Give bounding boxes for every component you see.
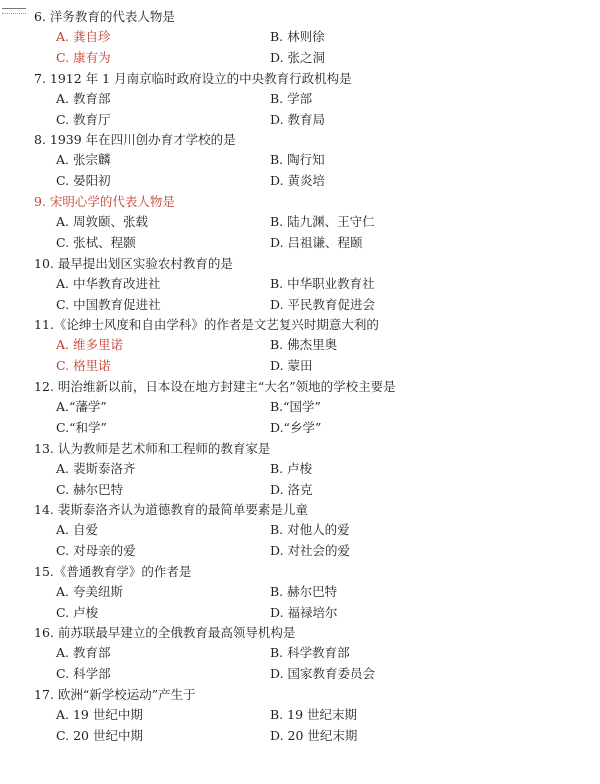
- option-c: C. 教育厅: [56, 112, 111, 127]
- option-c: C.“和学”: [56, 420, 107, 435]
- option-d: D. 平民教育促进会: [270, 297, 376, 312]
- option-a: A. 裴斯泰洛齐: [56, 461, 136, 476]
- option-b: B. 林则徐: [270, 29, 325, 44]
- option-a: A. 中华教育改进社: [56, 276, 161, 291]
- option-b: B. 中华职业教育社: [270, 276, 375, 291]
- option-a: A. 维多里诺: [56, 337, 123, 352]
- question-9: [0, 193, 600, 253]
- question-12: [0, 378, 600, 438]
- option-a: A. 龚自珍: [56, 29, 111, 44]
- option-b: B. 学部: [270, 91, 313, 106]
- question-stem: 9. 宋明心学的代表人物是: [34, 194, 175, 209]
- question-8: [0, 131, 600, 191]
- option-c: C. 张栻、程颢: [56, 235, 136, 250]
- question-stem: 15.《普通教育学》的作者是: [34, 564, 192, 579]
- question-10: [0, 255, 600, 315]
- question-7: [0, 70, 600, 130]
- option-d: D. 吕祖谦、程颐: [270, 235, 363, 250]
- option-d: D. 张之洞: [270, 50, 326, 65]
- option-a: A. 教育部: [56, 91, 111, 106]
- question-stem: 13. 认为教师是艺术师和工程师的教育家是: [34, 441, 271, 456]
- question-13: [0, 440, 600, 500]
- question-16: [0, 624, 600, 684]
- option-c: C. 科学部: [56, 666, 111, 681]
- question-stem: 10. 最早提出划区实验农村教育的是: [34, 256, 233, 271]
- option-b: B. 科学教育部: [270, 645, 350, 660]
- option-c: C. 中国教育促进社: [56, 297, 161, 312]
- option-d: D. 国家教育委员会: [270, 666, 376, 681]
- option-d: D. 教育局: [270, 112, 326, 127]
- option-a: A. 教育部: [56, 645, 111, 660]
- question-stem: 7. 1912 年 1 月南京临时政府设立的中央教育行政机构是: [34, 71, 352, 86]
- option-b: B. 陆九渊、王守仁: [270, 214, 375, 229]
- option-d: D. 蒙田: [270, 358, 313, 373]
- option-b: B. 陶行知: [270, 152, 325, 167]
- option-a: A. 19 世纪中期: [56, 707, 143, 722]
- option-c: C. 对母亲的爱: [56, 543, 136, 558]
- question-14: [0, 501, 600, 561]
- option-b: B. 19 世纪末期: [270, 707, 358, 722]
- option-c: C. 20 世纪中期: [56, 728, 143, 743]
- option-c: C. 晏阳初: [56, 173, 111, 188]
- option-a: A. 周敦颐、张载: [56, 214, 148, 229]
- option-b: B. 佛杰里奥: [270, 337, 338, 352]
- option-a: A. 张宗麟: [56, 152, 111, 167]
- option-d: D. 黄炎培: [270, 173, 326, 188]
- option-b: B. 赫尔巴特: [270, 584, 338, 599]
- question-11: [0, 316, 600, 376]
- question-17: [0, 686, 600, 746]
- option-a: A. 自爱: [56, 522, 98, 537]
- option-b: B.“国学”: [270, 399, 321, 414]
- question-stem: 6. 洋务教育的代表人物是: [34, 9, 175, 24]
- question-stem: 14. 裴斯泰洛齐认为道德教育的最简单要素是儿童: [34, 502, 308, 517]
- question-stem: 17. 欧洲“新学校运动”产生于: [34, 687, 196, 702]
- option-b: B. 卢梭: [270, 461, 313, 476]
- question-stem: 11.《论绅士风度和自由学科》的作者是文艺复兴时期意大利的: [34, 317, 379, 332]
- option-d: D.“乡学”: [270, 420, 322, 435]
- option-d: D. 对社会的爱: [270, 543, 351, 558]
- question-6: [0, 8, 600, 68]
- option-d: D. 洛克: [270, 482, 313, 497]
- option-c: C. 卢梭: [56, 605, 99, 620]
- question-stem: 8. 1939 年在四川创办育才学校的是: [34, 132, 236, 147]
- option-d: D. 20 世纪末期: [270, 728, 358, 743]
- question-stem: 16. 前苏联最早建立的全俄教育最高领导机构是: [34, 625, 296, 640]
- option-c: C. 格里诺: [56, 358, 111, 373]
- option-b: B. 对他人的爱: [270, 522, 350, 537]
- option-a: A.“藩学”: [56, 399, 107, 414]
- question-15: [0, 563, 600, 623]
- option-a: A. 夸美纽斯: [56, 584, 123, 599]
- option-c: C. 康有为: [56, 50, 111, 65]
- question-stem: 12. 明治维新以前，日本设在地方封建主“大名”领地的学校主要是: [34, 379, 396, 394]
- option-d: D. 福禄培尔: [270, 605, 338, 620]
- option-c: C. 赫尔巴特: [56, 482, 124, 497]
